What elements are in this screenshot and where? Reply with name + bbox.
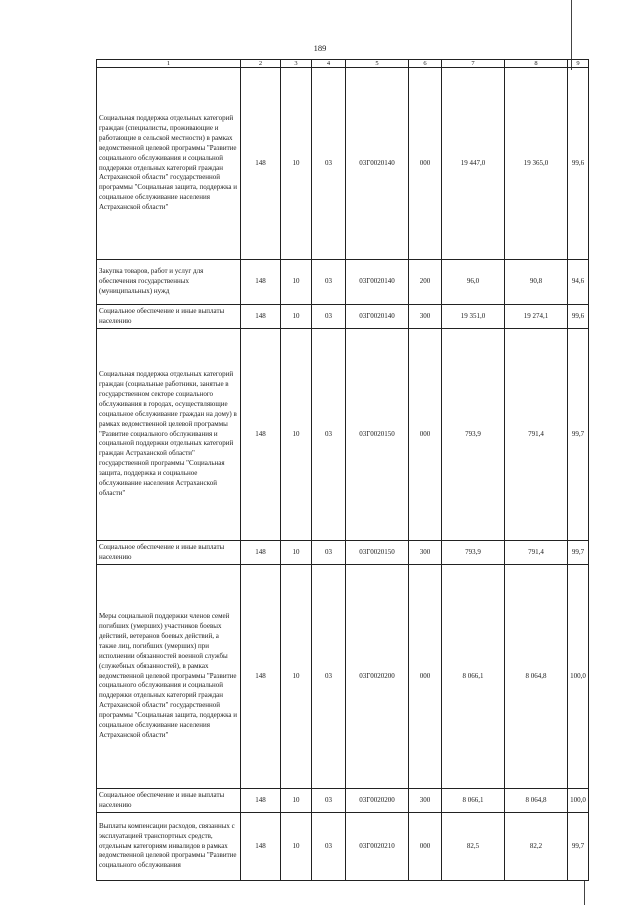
table-row (97, 565, 589, 789)
cell-expense-type: 300 (409, 305, 442, 329)
cell-code: 148 (241, 260, 281, 305)
cell-section: 10 (281, 68, 312, 260)
table-row (97, 329, 589, 541)
cell-expense-type: 000 (409, 813, 442, 881)
cell-expense-type: 000 (409, 565, 442, 789)
cell-planned: 96,0 (442, 260, 505, 305)
column-header: 2 (241, 60, 281, 68)
cell-executed: 8 064,8 (505, 789, 568, 813)
cell-subsection: 03 (312, 68, 346, 260)
table-row (97, 541, 589, 565)
cell-expense-type: 300 (409, 541, 442, 565)
cell-section: 10 (281, 260, 312, 305)
cell-subsection: 03 (312, 305, 346, 329)
table-row (97, 813, 589, 881)
cell-percent: 100,0 (568, 565, 589, 789)
cell-code: 148 (241, 813, 281, 881)
cell-subsection: 03 (312, 565, 346, 789)
column-header: 8 (505, 60, 568, 68)
cell-expense-type: 000 (409, 68, 442, 260)
row-name: Социальная поддержка отдельных категорий граждан (специалисты, проживающие и работающие в сельской местности) в рамках ведомственной целевой программы "Развитие социального обслуживания и социальной поддержки отдельных категорий граждан Астраханской области" государственной программы "Социальная защита, поддержка и социальное обслуживание населения Астраханской области" (97, 68, 241, 260)
cell-percent: 99,6 (568, 305, 589, 329)
column-header: 5 (346, 60, 409, 68)
cell-executed: 791,4 (505, 541, 568, 565)
cell-section: 10 (281, 305, 312, 329)
cell-percent: 99,6 (568, 68, 589, 260)
cell-target-article: 03Г0020150 (346, 329, 409, 541)
cell-section: 10 (281, 541, 312, 565)
column-number-row (97, 60, 589, 68)
cell-target-article: 03Г0020140 (346, 260, 409, 305)
column-header: 7 (442, 60, 505, 68)
cell-percent: 100,0 (568, 789, 589, 813)
cell-section: 10 (281, 329, 312, 541)
cell-target-article: 03Г0020140 (346, 305, 409, 329)
table-row (97, 789, 589, 813)
page-number: 189 (313, 43, 327, 53)
cell-planned: 8 066,1 (442, 565, 505, 789)
cell-subsection: 03 (312, 541, 346, 565)
scan-edge-line-bottom (584, 880, 585, 905)
cell-percent: 99,7 (568, 329, 589, 541)
column-header: 6 (409, 60, 442, 68)
cell-section: 10 (281, 789, 312, 813)
cell-executed: 791,4 (505, 329, 568, 541)
cell-planned: 793,9 (442, 329, 505, 541)
cell-subsection: 03 (312, 813, 346, 881)
table-row (97, 68, 589, 260)
cell-section: 10 (281, 565, 312, 789)
table-row (97, 260, 589, 305)
cell-code: 148 (241, 68, 281, 260)
cell-planned: 19 447,0 (442, 68, 505, 260)
cell-planned: 19 351,0 (442, 305, 505, 329)
cell-target-article: 03Г0020200 (346, 789, 409, 813)
cell-subsection: 03 (312, 260, 346, 305)
row-name: Меры социальной поддержки членов семей погибших (умерших) участников боевых действий, ветеранов боевых действий, а также лиц, погибших (умерших) при исполнении обязанностей военной службы (служебных обязанностей), в рамках ведомственной целевой программы "Развитие социального обслуживания и социальной поддержки отдельных категорий граждан Астраханской области" государственной программы "Социальная защита, поддержка и социальное обслуживание населения Астраханской области" (97, 565, 241, 789)
cell-subsection: 03 (312, 329, 346, 541)
cell-expense-type: 200 (409, 260, 442, 305)
column-header: 1 (97, 60, 241, 68)
row-name: Социальное обеспечение и иные выплаты населению (97, 789, 241, 813)
cell-percent: 99,7 (568, 541, 589, 565)
cell-percent: 94,6 (568, 260, 589, 305)
cell-executed: 19 274,1 (505, 305, 568, 329)
cell-section: 10 (281, 813, 312, 881)
cell-executed: 8 064,8 (505, 565, 568, 789)
row-name: Социальное обеспечение и иные выплаты населению (97, 541, 241, 565)
row-name: Закупка товаров, работ и услуг для обеспечения государственных (муниципальных) нужд (97, 260, 241, 305)
row-name: Социальное обеспечение и иные выплаты населению (97, 305, 241, 329)
table-row (97, 305, 589, 329)
cell-code: 148 (241, 789, 281, 813)
cell-code: 148 (241, 329, 281, 541)
cell-expense-type: 000 (409, 329, 442, 541)
cell-code: 148 (241, 565, 281, 789)
cell-target-article: 03Г0020200 (346, 565, 409, 789)
cell-target-article: 03Г0020140 (346, 68, 409, 260)
cell-target-article: 03Г0020210 (346, 813, 409, 881)
cell-expense-type: 300 (409, 789, 442, 813)
cell-planned: 8 066,1 (442, 789, 505, 813)
cell-planned: 82,5 (442, 813, 505, 881)
cell-percent: 99,7 (568, 813, 589, 881)
cell-planned: 793,9 (442, 541, 505, 565)
row-name: Социальная поддержка отдельных категорий граждан (социальные работники, занятые в государственном секторе социального обслуживания в городах, осуществляющие социальное обслуживание граждан на дому) в рамках ведомственной целевой программы "Развитие социального обслуживания и социальной поддержки отдельных категорий граждан Астраханской области" государственной программы "Социальная защита, поддержка и социальное обслуживание населения Астраханской области" (97, 329, 241, 541)
column-header: 9 (568, 60, 589, 68)
row-name: Выплаты компенсации расходов, связанных с эксплуатацией транспортных средств, отдельным категориям инвалидов в рамках ведомственной целевой программы "Развитие социального обслуживания (97, 813, 241, 881)
column-header: 4 (312, 60, 346, 68)
budget-table (96, 59, 589, 881)
cell-target-article: 03Г0020150 (346, 541, 409, 565)
cell-executed: 82,2 (505, 813, 568, 881)
cell-code: 148 (241, 541, 281, 565)
cell-executed: 19 365,0 (505, 68, 568, 260)
cell-executed: 90,8 (505, 260, 568, 305)
cell-subsection: 03 (312, 789, 346, 813)
cell-code: 148 (241, 305, 281, 329)
column-header: 3 (281, 60, 312, 68)
